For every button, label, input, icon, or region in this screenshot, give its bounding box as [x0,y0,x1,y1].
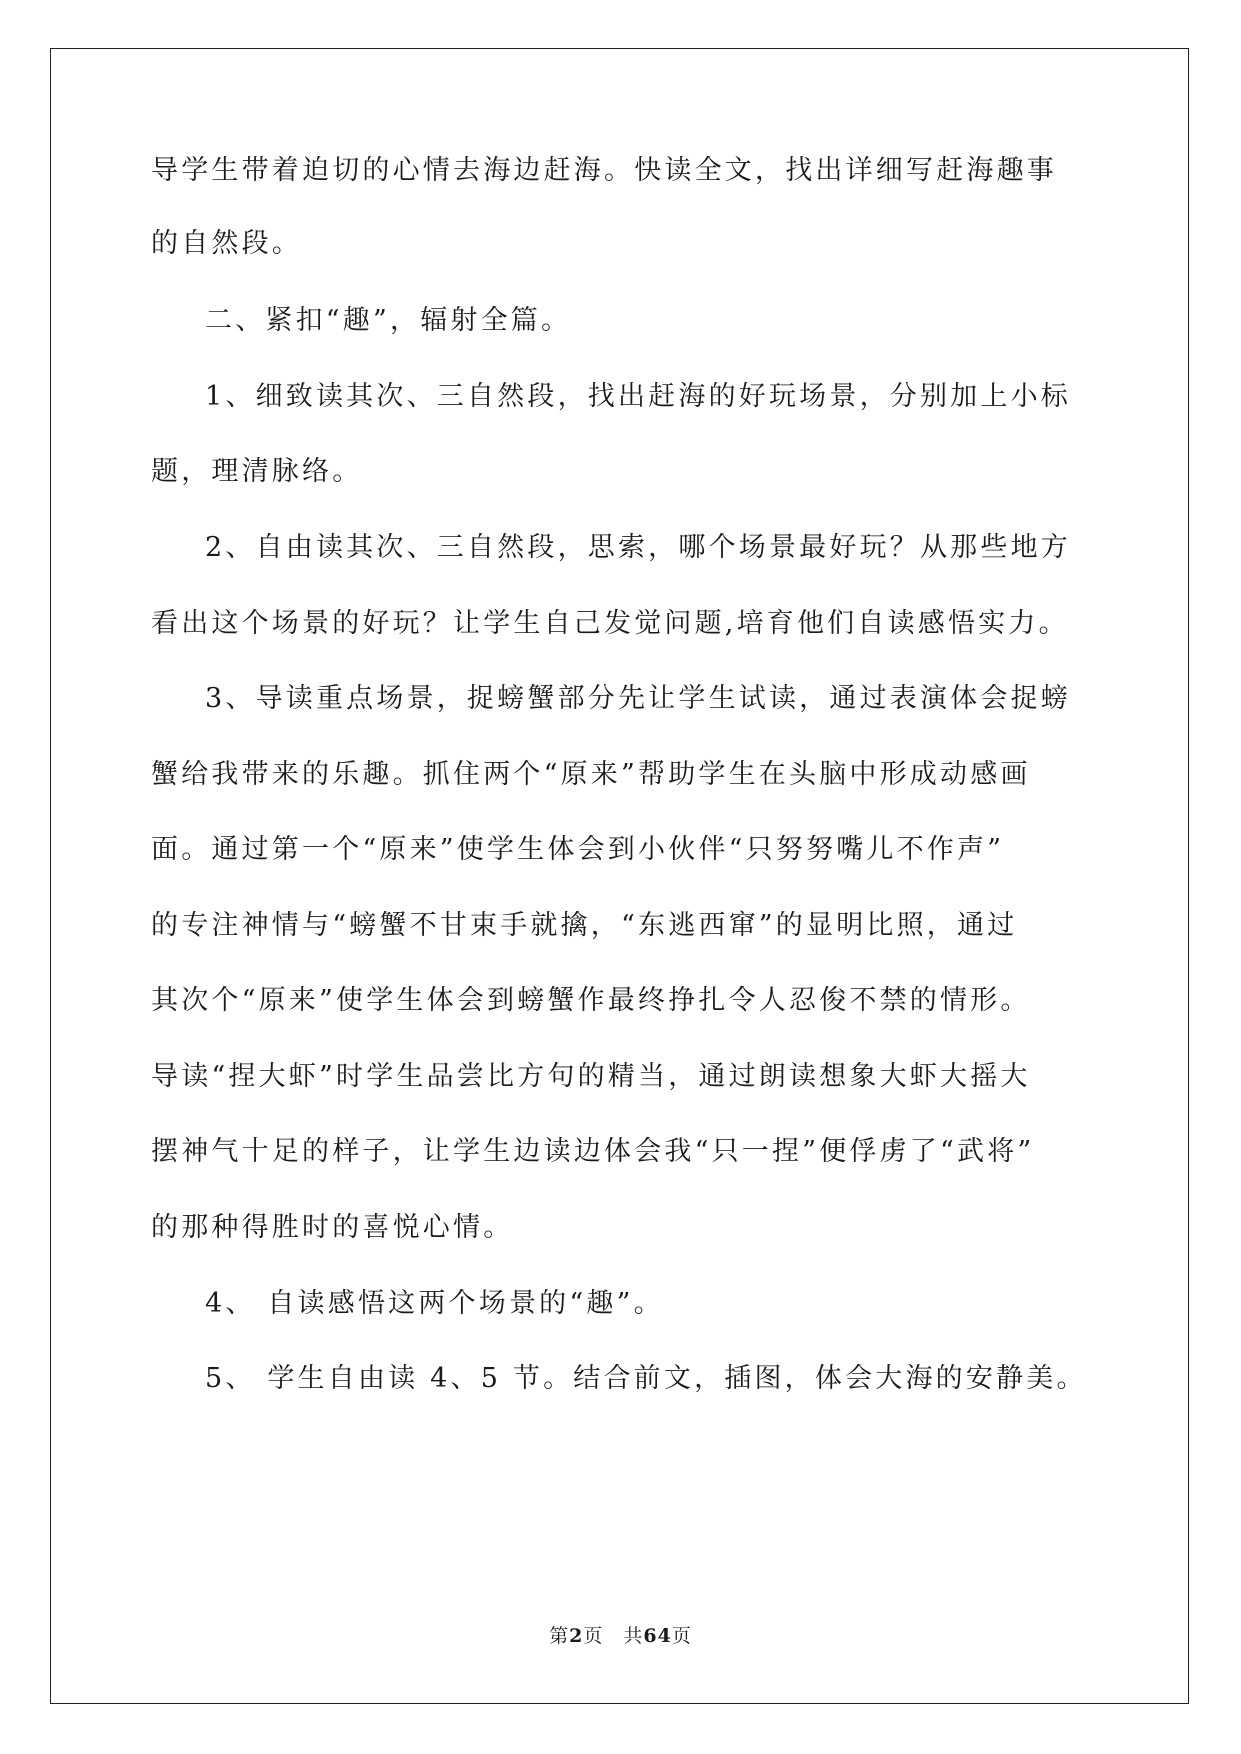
text-line-8: 3、导读重点场景，捉螃蟹部分先让学生试读，通过表演体会捉螃 [205,683,1071,714]
text-line-1: 导学生带着迫切的心情去海边赶海。快读全文，找出详细写赶海趣事 [151,155,1057,186]
footer-page-number: 2 [569,1625,584,1647]
footer-suffix: 页 [671,1625,692,1647]
text-line-17: 5、 学生自由读 4、5 节。结合前文，插图，体会大海的安静美。 [205,1363,1087,1394]
text-line-15: 的那种得胜时的喜悦心情。 [151,1212,514,1243]
section-heading: 二、紧扣“趣”，辐射全篇。 [205,305,572,336]
footer-prefix: 第 [549,1625,570,1647]
text-line-11: 的专注神情与“螃蟹不甘束手就擒，“东逃西窜”的显明比照，通过 [151,910,1018,941]
text-line-14: 摆神气十足的样子，让学生边读边体会我“只一捏”便俘虏了“武将” [151,1136,1035,1167]
text-line-2: 的自然段。 [151,228,302,259]
page-footer [0,1621,1241,1648]
footer-total-pages: 64 [643,1625,672,1647]
text-line-10: 面。通过第一个“原来”使学生体会到小伙伴“只努努嘴儿不作声” [151,834,1005,865]
footer-mid: 页 共 [583,1625,644,1647]
text-line-9: 蟹给我带来的乐趣。抓住两个“原来”帮助学生在头脑中形成动感画 [151,759,1031,790]
text-line-16: 4、 自读感悟这两个场景的“趣”。 [205,1288,664,1319]
text-line-4: 1、细致读其次、三自然段，找出赶海的好玩场景，分别加上小标 [205,381,1071,412]
text-line-6: 2、自由读其次、三自然段，思索，哪个场景最好玩？从那些地方 [205,532,1071,563]
text-line-7: 看出这个场景的好玩？让学生自己发觉问题,培育他们自读感悟实力。 [151,608,1069,639]
text-line-13: 导读“捏大虾”时学生品尝比方句的精当，通过朗读想象大虾大摇大 [151,1061,1031,1092]
page-border [50,48,1189,1704]
text-line-5: 题，理清脉络。 [151,456,363,487]
text-line-12: 其次个“原来”使学生体会到螃蟹作最终挣扎令人忍俊不禁的情形。 [151,985,1031,1016]
